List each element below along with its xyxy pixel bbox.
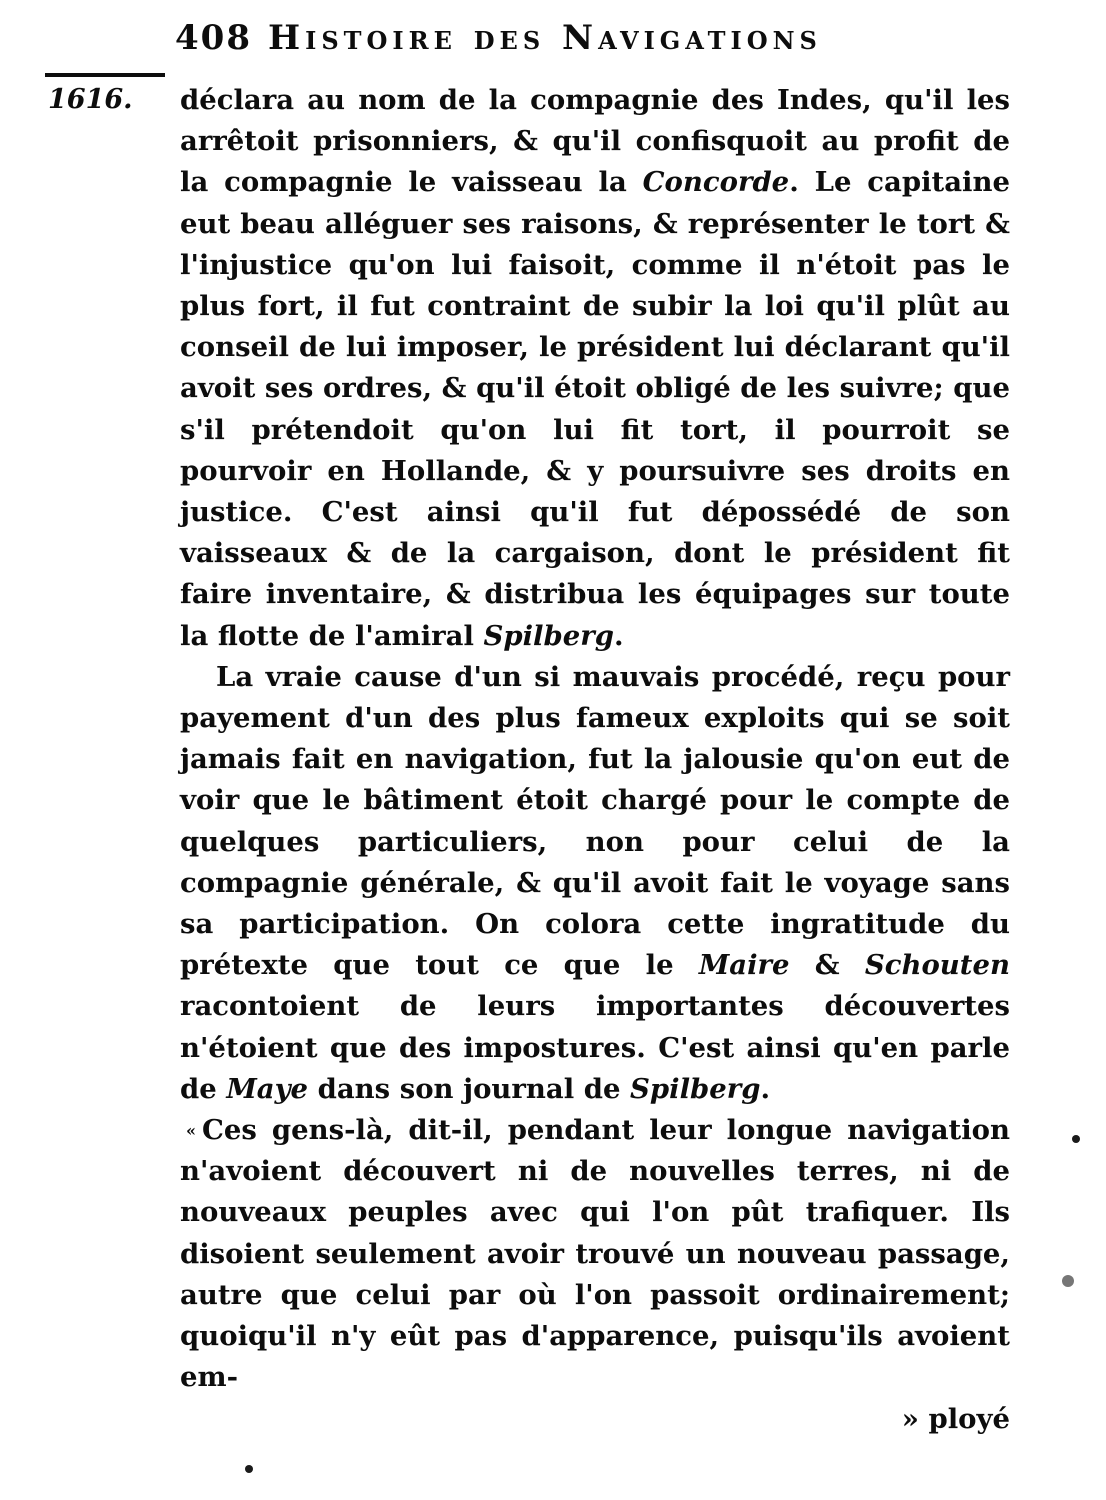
text-run: . Le capitaine eut beau alléguer ses raisons, & représenter le tort & l'injustice qu'on lui faisoit, comme il n'étoit pas le plus fort, il fut contraint de subir la loi qu'il plût au conseil de lui imposer, le président lui déclarant qu'il avoit ses ordres, & qu'il étoit obligé de les suivre; que s'il prétendoit qu'on lui fit tort, il pourroit se pourvoir en Hollande, & y poursuivre ses droits en justice. C'est ainsi qu'il fut dépossédé de son vaisseaux & de la cargaison, dont le président fit faire inventaire, & distribua les équipages sur toute la flotte de l'amiral: [180, 166, 1010, 652]
catchword: » ployé: [901, 1402, 1010, 1435]
text-run: &: [789, 949, 865, 982]
text-run: dans son journal de: [308, 1072, 631, 1105]
text-run: .: [613, 619, 624, 652]
person-name: Schouten: [864, 949, 1010, 982]
quote-mark: «: [186, 1121, 196, 1141]
text-run: déclara au nom de la compagnie des Indes, qu'il les arrêtoit prisonniers, & qu'il confisquoit au profit de la compagnie le vaisseau la: [180, 84, 1010, 199]
person-name: Spilberg: [630, 1072, 761, 1105]
print-speck: [245, 1465, 253, 1473]
margin-rule: [45, 73, 165, 77]
person-name: Maye: [226, 1072, 309, 1105]
person-name: Maire: [698, 949, 790, 982]
body-text: [180, 80, 1010, 1440]
paragraph-2: [180, 657, 1010, 1110]
quotation: [180, 1110, 1010, 1398]
print-speck: [1062, 1275, 1074, 1287]
paragraph-1: [180, 80, 1010, 657]
page-number: 408: [175, 18, 252, 58]
running-title: Histoire des Navigations: [267, 18, 822, 58]
text-run: racontoient de leurs importantes découvertes n'étoient que des impostures. C'est ainsi qu'en parle de: [180, 990, 1010, 1105]
quote-text: Ces gens-là, dit-il, pendant leur longue navigation n'avoient découvert ni de nouvelles terres, ni de nouveaux peuples avec qui l'on pût trafiquer. Ils disoient seulement avoir trouvé un nouveau passage, autre que celui par où l'on passoit ordinairement; quoiqu'il n'y eût pas d'apparence, puisqu'ils avoient em-: [180, 1114, 1010, 1394]
text-run: .: [760, 1072, 771, 1105]
admiral-name: Spilberg: [483, 619, 614, 652]
ship-name: Concorde: [642, 166, 790, 199]
text-run: La vraie cause d'un si mauvais procédé, reçu pour payement d'un des plus fameux exploits qui se soit jamais fait en navigation, fut la jalousie qu'on eut de voir que le bâtiment étoit chargé pour le compte de quelques particuliers, non pour celui de la compagnie générale, & qu'il avoit fait le voyage sans sa participation. On colora cette ingratitude du prétexte que tout ce que le: [180, 660, 1010, 982]
margin-year: 1616.: [48, 84, 133, 115]
running-header: [175, 18, 1035, 58]
print-speck: [1072, 1135, 1080, 1143]
